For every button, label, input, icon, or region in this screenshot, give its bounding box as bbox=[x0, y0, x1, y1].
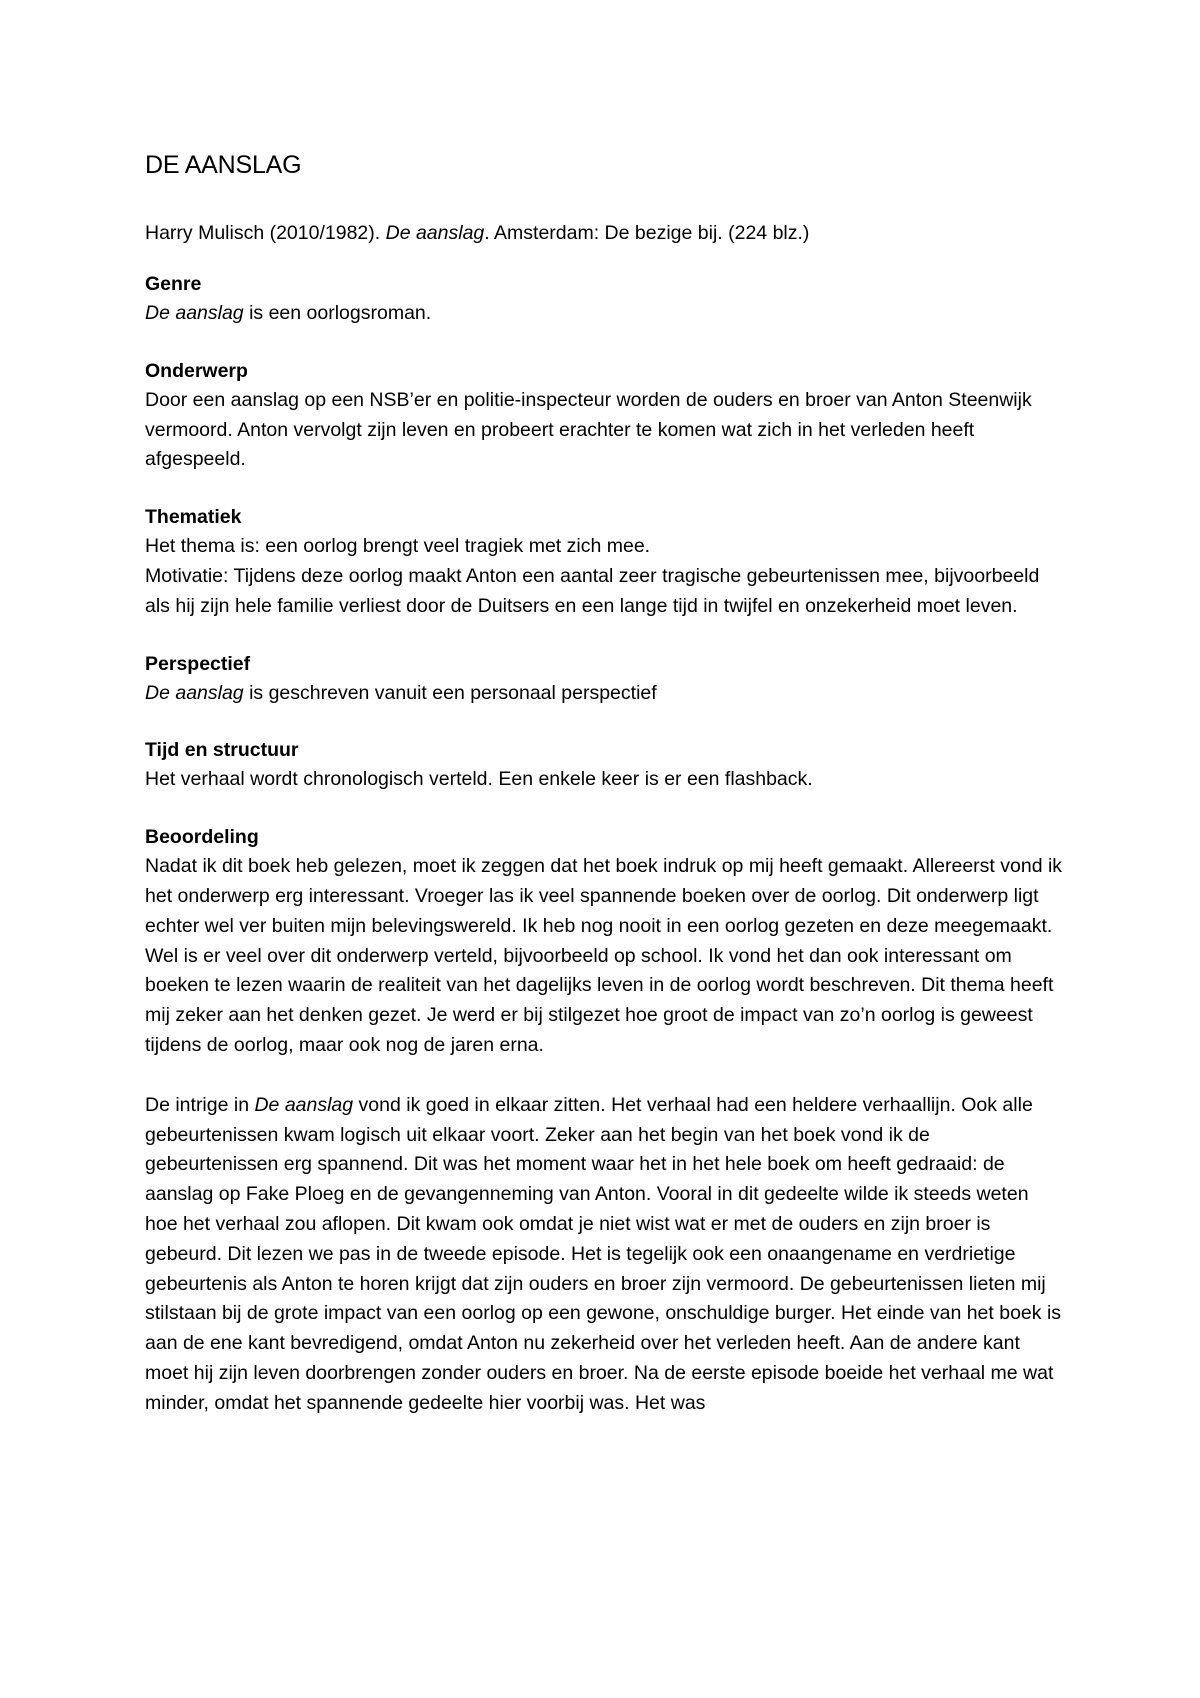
beoordeling-paragraph-2 bbox=[145, 1091, 1065, 1419]
section-perspectief bbox=[145, 650, 1065, 709]
section-beoordeling bbox=[145, 823, 1065, 1418]
genre-text bbox=[145, 299, 1065, 329]
section-genre bbox=[145, 270, 1065, 329]
perspectief-text bbox=[145, 679, 1065, 709]
tijd-heading: Tijd en structuur bbox=[145, 739, 299, 762]
thematiek-heading: Thematiek bbox=[145, 506, 242, 529]
document-content bbox=[145, 148, 1065, 1419]
beoordeling-heading: Beoordeling bbox=[145, 826, 259, 849]
genre-heading: Genre bbox=[145, 273, 202, 295]
book-reference bbox=[145, 218, 1065, 248]
paragraph-2-body: vond ik goed in elkaar zitten. Het verhaal had een heldere verhaallijn. Ook alle gebeurtenissen kwam logisch uit elkaar voort. Zeker aan het begin van het boek vond ik de gebeurtenissen erg spannend. Dit was het moment waar het in het hele boek om heeft gedraaid: de aanslag op Fake Ploeg en de gevangenneming van Anton. Vooral in dit gedeelte wilde ik steeds weten hoe het verhaal zou aflopen. Dit kwam ook omdat je niet wist wat er met de ouders en zijn broer is gebeurd. Dit lezen we pas in de tweede episode. Het is tegelijk ook een onaangename en verdrietige gebeurtenis als Anton te horen krijgt dat zijn ouders en broer zijn vermoord. De gebeurtenissen lieten mij stilstaan bij de grote impact van een oorlog op een gewone, onschuldige burger. Het einde van het boek is aan de ene kant bevredigend, omdat Anton nu zekerheid over het verleden heeft. Aan de andere kant moet hij zijn leven doorbrengen zonder ouders en broer. Na de eerste episode boeide het verhaal me wat minder, omdat het spannende gedeelte hier voorbij was. Het was bbox=[145, 1093, 1062, 1414]
perspectief-body: is geschreven vanuit een personaal perspectief bbox=[243, 681, 657, 704]
section-onderwerp bbox=[145, 357, 1065, 475]
beoordeling-paragraph-1: Nadat ik dit boek heb gelezen, moet ik zeggen dat het boek indruk op mij heeft gemaakt. Allereerst vond ik het onderwerp erg interessant. Vroeger las ik veel spannende boeken over de oorlog. Dit onderwerp ligt echter wel ver buiten mijn belevingswereld. Ik heb nog nooit in een oorlog gezeten en deze meegemaakt. Wel is er veel over dit onderwerp verteld, bijvoorbeeld op school. Ik vond het dan ook interessant om boeken te lezen waarin de realiteit van het dagelijks leven in de oorlog wordt beschreven. Dit thema heeft mij zeker aan het denken gezet. Je werd er bij stilgezet hoe groot de impact van zo’n oorlog is geweest tijdens de oorlog, maar ook nog de jaren erna. bbox=[145, 855, 1063, 1056]
reference-author-year: Harry Mulisch (2010/1982). bbox=[145, 222, 386, 244]
thematiek-theme: Het thema is: een oorlog brengt veel tragiek met zich mee. bbox=[145, 535, 651, 558]
reference-publisher: . Amsterdam: De bezige bij. (224 blz.) bbox=[484, 222, 810, 244]
perspectief-book-title: De aanslag bbox=[145, 681, 244, 704]
genre-book-title: De aanslag bbox=[145, 302, 244, 324]
onderwerp-heading: Onderwerp bbox=[145, 359, 248, 382]
paragraph-2-intro: De intrige in bbox=[145, 1093, 255, 1116]
perspectief-heading: Perspectief bbox=[145, 652, 251, 675]
reference-book-title: De aanslag bbox=[385, 222, 485, 244]
thematiek-motivation: Motivatie: Tijdens deze oorlog maakt Anton een aantal zeer tragische gebeurtenissen mee, bijvoorbeeld als hij zijn hele familie verliest door de Duitsers en een lange tijd in twijfel en onzekerheid moet leven. bbox=[145, 564, 1040, 617]
genre-body: is een oorlogsroman. bbox=[243, 302, 432, 324]
paragraph-2-book-title: De aanslag bbox=[254, 1093, 354, 1116]
tijd-text: Het verhaal wordt chronologisch verteld. Een enkele keer is er een flashback. bbox=[145, 768, 813, 791]
document-title: DE AANSLAG bbox=[145, 151, 302, 179]
section-tijd-en-structuur bbox=[145, 736, 1065, 795]
onderwerp-text: Door een aanslag op een NSB’er en politie-inspecteur worden de ouders en broer van Anton Steenwijk vermoord. Anton vervolgt zijn leven en probeert erachter te komen wat zich in het verleden heeft afgespeeld. bbox=[145, 388, 1032, 471]
section-thematiek bbox=[145, 503, 1065, 621]
